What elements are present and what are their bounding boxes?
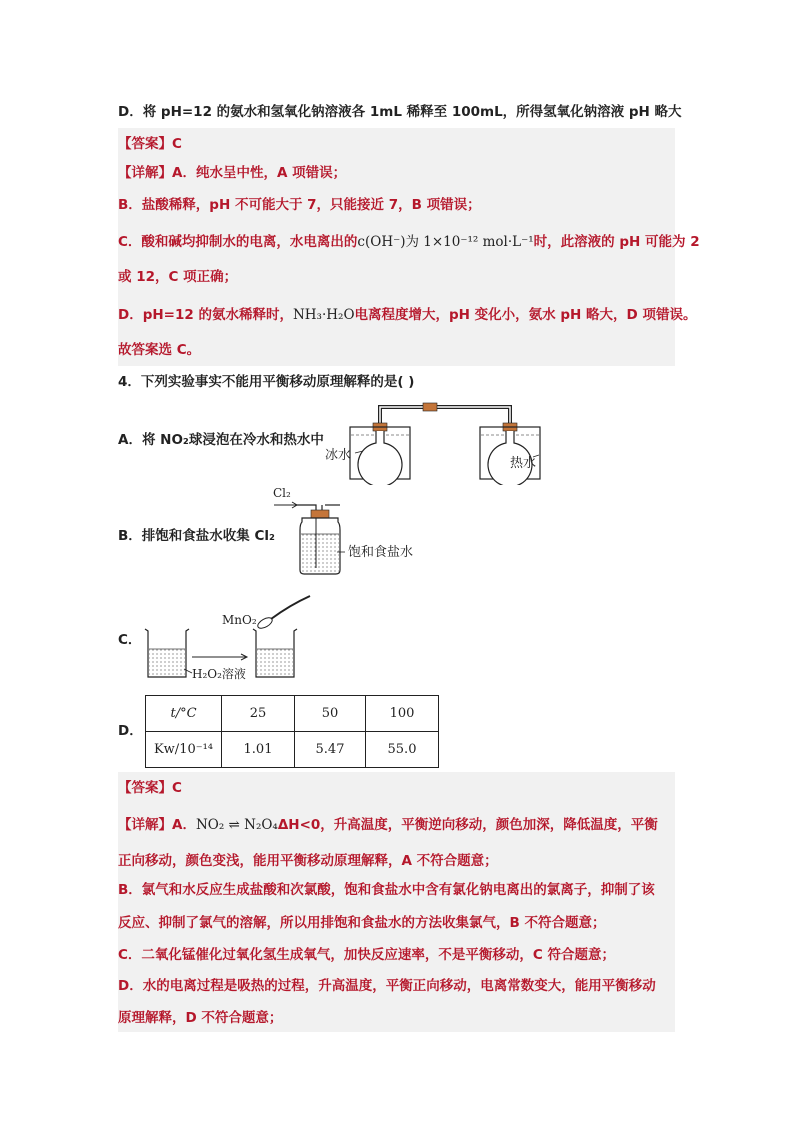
table-row: [146, 732, 439, 768]
explain-d-post: 电离程度增大，pH 变化小，氨水 pH 略大，D 项错误。: [354, 307, 697, 323]
q4-explain-a-line1: [118, 815, 658, 835]
explain-a: 【详解】A．纯水呈中性，A 项错误；: [118, 165, 347, 181]
prev-option-d: D．将 pH=12 的氨水和氢氧化钠溶液各 1mL 稀释至 100mL，所得氢氧化钠溶液 pH 略大: [118, 104, 682, 120]
table-cell: 55.0: [366, 732, 439, 768]
table-cell: 50: [295, 696, 366, 732]
answer-block-q4: [118, 772, 675, 1032]
q4-option-b: B．排饱和食盐水收集 Cl₂: [118, 528, 275, 544]
q4-explain-d-line1: D．水的电离过程是吸热的过程，升高温度，平衡正向移动，电离常数变大，能用平衡移动: [118, 978, 656, 994]
q4-explain-b-line1: B．氯气和水反应生成盐酸和次氯酸，饱和食盐水中含有氯化钠电离出的氯离子，抑制了该: [118, 882, 655, 898]
q4-explain-a-pre: 【详解】A．: [118, 817, 196, 833]
explain-d-pre: D．pH=12 的氨水稀释时，: [118, 307, 293, 323]
ice-water-label: 冰水: [325, 448, 352, 463]
mno2-label: MnO₂: [222, 613, 257, 627]
answer-block-prev: [118, 128, 700, 366]
gas-collection-diagram: [270, 482, 470, 582]
table-cell: 5.47: [295, 732, 366, 768]
explain-c-formula: c(OH⁻)为 1×10⁻¹² mol·L⁻¹: [357, 234, 534, 250]
answer-label: 【答案】C: [118, 136, 182, 152]
q4-explain-a-post: ΔH<0，升高温度，平衡逆向移动，颜色加深，降低温度，平衡: [277, 817, 658, 833]
explain-c-pre: C．酸和碱均抑制水的电离，水电离出的: [118, 234, 358, 250]
explain-d-formula: NH₃·H₂O: [292, 307, 355, 323]
explain-c-post: 时，此溶液的 pH 可能为 2: [533, 234, 700, 250]
q4-option-c: C．: [118, 632, 142, 648]
table-cell: 100: [366, 696, 439, 732]
kw-table: [145, 695, 439, 768]
table-cell: 1.01: [222, 732, 295, 768]
conclusion: 故答案选 C。: [118, 342, 201, 358]
hot-water-label: 热水: [510, 456, 537, 471]
h2o2-mno2-diagram: [140, 593, 330, 685]
q4-explain-b-line2: 反应、抑制了氯气的溶解，所以用排饱和食盐水的方法收集氯气，B 不符合题意；: [118, 915, 606, 931]
q4-answer-label: 【答案】C: [118, 780, 182, 796]
explain-d-line: [118, 305, 696, 325]
saturated-brine-label: 饱和食盐水: [348, 545, 414, 560]
table-cell: t/°C: [146, 696, 222, 732]
question4-stem: 4．下列实验事实不能用平衡移动原理解释的是( ): [118, 374, 415, 390]
q4-option-a: A．将 NO₂球浸泡在冷水和热水中: [118, 432, 324, 448]
q4-explain-a-formula: NO₂ ⇌ N₂O₄: [195, 817, 278, 833]
q4-option-d: D．: [118, 723, 143, 739]
q4-explain-d-line2: 原理解释，D 不符合题意；: [118, 1010, 283, 1026]
explain-b: B．盐酸稀释，pH 不可能大于 7，只能接近 7，B 项错误；: [118, 197, 481, 213]
q4-explain-c: C．二氧化锰催化过氧化氢生成氧气，加快反应速率，不是平衡移动，C 符合题意；: [118, 947, 616, 963]
explain-c-line2: 或 12，C 项正确；: [118, 269, 238, 285]
table-row: [146, 696, 439, 732]
q4-explain-a-line2: 正向移动，颜色变浅，能用平衡移动原理解释，A 不符合题意；: [118, 853, 498, 869]
no2-flask-diagram: [325, 395, 555, 485]
table-cell: 25: [222, 696, 295, 732]
cl2-label: Cl₂: [273, 486, 291, 500]
explain-c-line1: [118, 232, 700, 252]
h2o2-solution-label: H₂O₂溶液: [192, 667, 246, 681]
table-cell: Kw/10⁻¹⁴: [146, 732, 222, 768]
